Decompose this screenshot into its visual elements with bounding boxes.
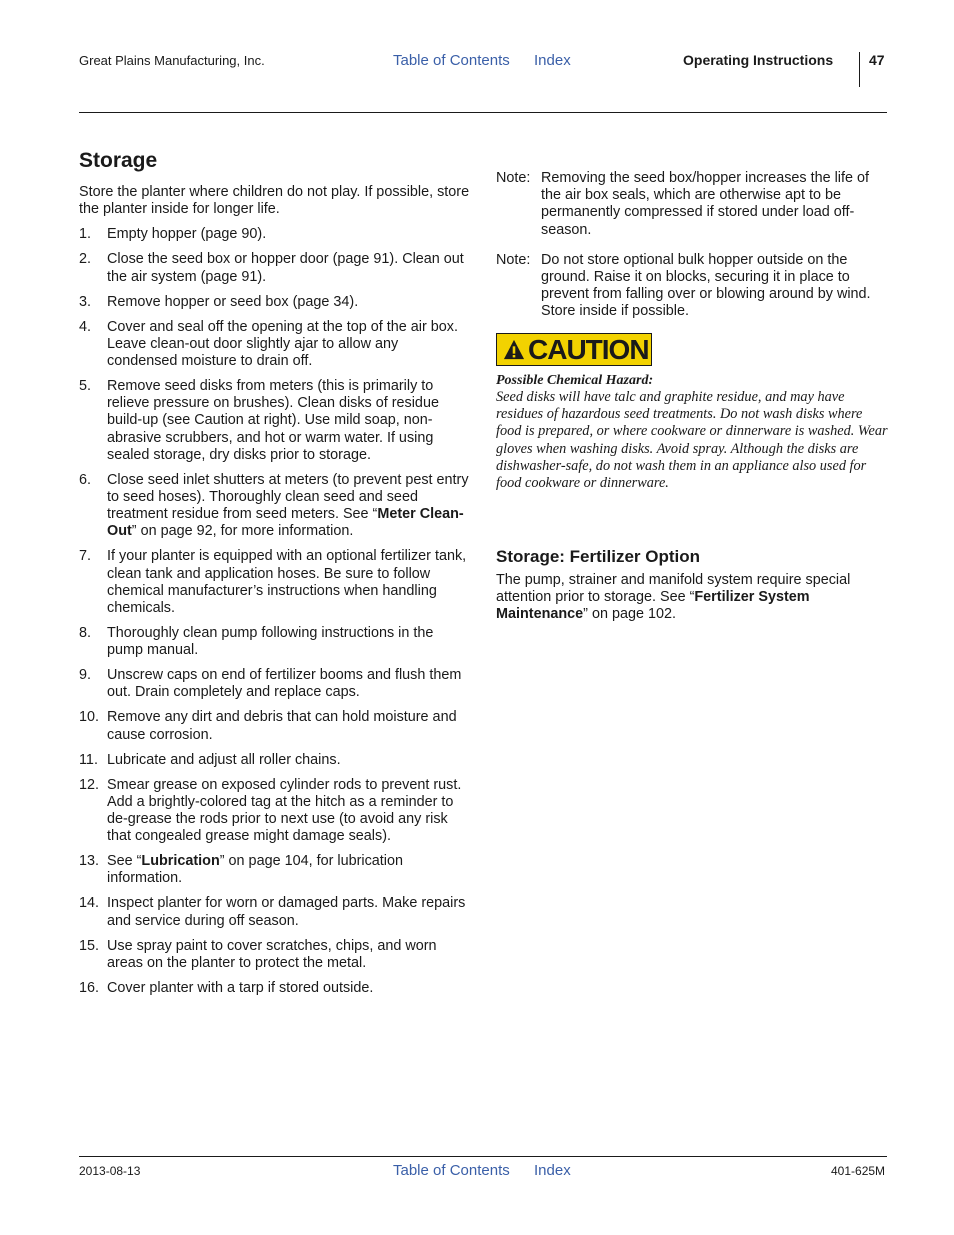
step-text: Empty hopper (page 90). [107,226,267,243]
storage-intro: Store the planter where children do not play. If possible, store the planter inside for longer life. [79,184,470,218]
step-number: 5. [79,378,92,395]
step-number: 2. [79,251,92,268]
step-text: Remove seed disks from meters (this is primarily to relieve pressure on brushes). Clean disks of residue build-up (see Caution at right). Use mild soap, non-abrasive scrubbers, and hot or warm water. If using sealed storage, dry disks prior to storage. [107,378,439,463]
step-number: 6. [79,471,92,488]
step-text-post: ” on page 92, for more information. [131,523,354,540]
note-seed-box [496,170,888,239]
step-text: Unscrew caps on end of fertilizer booms and flush them out. Drain completely and replace caps. [107,667,462,701]
fertilizer-text-pre: The pump, strainer and manifold system require special attention prior to storage. See “ [496,571,851,605]
list-item [79,709,471,743]
footer-doc-number: 401-625M [831,1164,886,1178]
caution-banner [496,333,652,366]
caution-label: CAUTION [528,333,649,365]
step-number: 16. [79,979,100,996]
step-number: 1. [79,226,92,243]
step-text [107,472,471,541]
list-item [79,752,471,769]
footer-index-link[interactable]: Index [534,1162,571,1179]
list-item [79,251,471,285]
note-label: Note: [496,251,531,268]
list-item [79,777,471,846]
footer-date: 2013-08-13 [79,1164,141,1178]
step-text-pre: Close seed inlet shutters at meters (to prevent pest entry to seed hoses). Thoroughly clean seed and seed treatment residue from seed meters. See “ [107,471,469,523]
note-text: Do not store optional bulk hopper outside on the ground. Raise it on blocks, securing it in place to prevent from falling over or blowing around by wind. Store inside if possible. [541,251,871,320]
list-item [79,226,471,243]
step-text: Cover planter with a tarp if stored outside. [107,979,374,996]
step-text: Close the seed box or hopper door (page 91). Clean out the air system (page 91). [107,251,464,285]
fertilizer-title: Storage: Fertilizer Option [496,546,701,566]
storage-steps-list [79,226,471,997]
list-item [79,853,471,887]
page-number: 47 [869,52,885,68]
header-index-link[interactable]: Index [534,52,571,69]
step-text: Smear grease on exposed cylinder rods to prevent rust. Add a brightly-colored tag at the hitch as a reminder to de-grease the rods prior to next use (to avoid any risk that congealed grease might damage seals). [107,776,462,845]
step-number: 11. [79,751,98,768]
fertilizer-text [496,572,888,624]
step-number: 3. [79,293,92,310]
step-number: 13. [79,853,100,870]
header-toc-link[interactable]: Table of Contents [393,52,510,69]
step-text: Remove hopper or seed box (page 34). [107,293,359,310]
list-item [79,895,471,929]
step-number: 12. [79,776,100,793]
lubrication-ref: Lubrication [141,853,220,870]
header-rule [79,112,887,113]
step-text: Cover and seal off the opening at the top of the air box. Leave clean-out door slightly ajar to allow any condensed moisture to drain off. [107,318,458,370]
warning-triangle-icon [503,339,525,361]
list-item [79,294,471,311]
header-divider [859,52,860,87]
fertilizer-maintenance-ref: Fertilizer System Maintenance [496,588,810,623]
step-text-post: ” on page 104, for lubrication information. [107,853,403,887]
storage-title: Storage [79,149,158,172]
step-number: 10. [79,709,100,726]
step-text: Use spray paint to cover scratches, chips, and worn areas on the planter to protect the metal. [107,937,437,971]
note-bulk-hopper [496,252,888,321]
footer-toc-link[interactable]: Table of Contents [393,1162,510,1179]
meter-clean-out-ref: Meter Clean-Out [107,506,464,540]
step-number: 14. [79,895,100,912]
list-item [79,980,471,997]
step-text: Thoroughly clean pump following instructions in the pump manual. [107,625,434,659]
step-text: Inspect planter for worn or damaged parts. Make repairs and service during off season. [107,895,466,929]
list-item [79,938,471,972]
list-item [79,319,471,371]
fertilizer-text-post: ” on page 102. [583,606,676,623]
list-item [79,378,471,464]
hazard-title: Possible Chemical Hazard: [496,373,654,389]
step-text: Lubricate and adjust all roller chains. [107,751,341,768]
step-number: 9. [79,667,92,684]
note-label: Note: [496,170,531,186]
list-item [79,548,471,617]
step-number: 7. [79,548,92,565]
section-name: Operating Instructions [683,52,834,68]
step-number: 8. [79,625,92,642]
hazard-text: Seed disks will have talc and graphite residue, and may have residues of hazardous seed treatments. Do not wash disks where food is prepared, or where cookware or dinnerware is washed. Wear gloves when washing disks. Avoid spray. Although the disks are dishwasher-safe, do not wash them in an appliance also used for food cookware or dinnerware. [496,389,888,491]
note-text: Removing the seed box/hopper increases the life of the air box seals, which are otherwise apt to be permanently compressed if stored under load off-season. [541,170,869,238]
right-column [496,170,888,631]
step-text [107,853,471,887]
step-text-pre: See “ [107,853,142,870]
step-text: Remove any dirt and debris that can hold moisture and cause corrosion. [107,709,457,743]
list-item [79,472,471,541]
company-name: Great Plains Manufacturing, Inc. [79,53,265,68]
footer-rule [79,1156,887,1157]
step-text: If your planter is equipped with an optional fertilizer tank, clean tank and application hoses. Be sure to follow chemical manufacturer’s instructions when handling chemicals. [107,548,467,617]
step-number: 4. [79,318,92,335]
step-number: 15. [79,937,100,954]
list-item [79,667,471,701]
list-item [79,625,471,659]
left-column [79,148,471,1005]
